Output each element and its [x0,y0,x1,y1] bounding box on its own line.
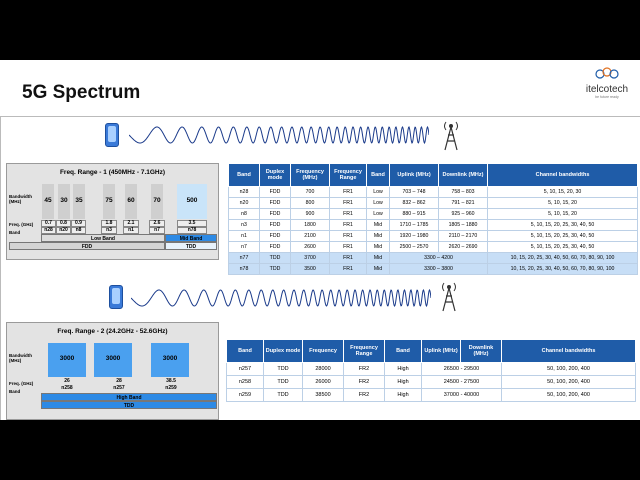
column-header: Frequency (MHz) [291,164,330,187]
table-cell: 28000 [303,363,344,376]
fr1-bw: 35 [75,197,83,204]
table-row [229,220,638,231]
logo-tagline: be future ready [595,95,619,99]
table-cell: n259 [227,389,264,402]
table-cell: FR1 [330,264,367,275]
table-cell: 2600 [291,242,330,253]
column-header: Duplex mode [260,164,291,187]
table-cell: FDD [260,220,291,231]
mid-band-strip: Mid Band [165,234,217,242]
phone-icon [109,285,123,309]
fdd-strip: FDD [9,242,165,250]
logo-icon [592,66,622,80]
table-header-row [229,164,638,187]
fr1-box [6,163,219,260]
column-header: Duplex mode [264,340,303,363]
table-cell: FDD [260,242,291,253]
fr1-band: n28 [41,227,56,234]
table-row [229,209,638,220]
table-cell: 2620 – 2690 [439,242,488,253]
table-cell: 925 – 960 [439,209,488,220]
low-band-strip: Low Band [41,234,165,242]
logo-name: itelcotech [585,84,629,95]
table-cell: 3300 – 4200 [390,253,488,264]
fr2-table [226,339,636,402]
table-cell: FR1 [330,242,367,253]
fr2-freq-label: Freq. (GHz) [9,381,34,386]
fr1-freq: 3.5 [177,220,207,227]
table-cell: FR1 [330,187,367,198]
table-cell: 10, 15, 20, 25, 30, 40, 50, 60, 70, 80, 90, 100 [488,253,638,264]
table-row [227,376,636,389]
column-header: Frequency Range [344,340,385,363]
table-cell: n3 [229,220,260,231]
fr1-band: n7 [149,227,165,234]
table-cell: FR1 [330,231,367,242]
fr1-bw-label: Bandwidth (MHz) [9,194,32,204]
column-header: Downlink (MHz) [439,164,488,187]
fr1-freq: 0.9 [71,220,86,227]
column-header: Frequency [303,340,344,363]
table-cell: 700 [291,187,330,198]
fr2-freq: 28 [116,378,122,384]
fr1-bw: 45 [44,197,52,204]
wave-icon [131,288,431,308]
table-cell: n1 [229,231,260,242]
table-row [227,363,636,376]
fr2-bw: 3000 [105,355,121,362]
tdd-strip: TDD [165,242,217,250]
slide [0,60,640,420]
table-cell: 5, 10, 15, 20, 25, 30, 40, 50 [488,242,638,253]
table-cell: Mid [367,253,390,264]
table-cell: TDD [260,264,291,275]
table-cell: n77 [229,253,260,264]
table-header-row [227,340,636,363]
table-cell: n20 [229,198,260,209]
table-row [227,389,636,402]
table-cell: TDD [264,376,303,389]
table-cell: n28 [229,187,260,198]
table-cell: 24500 - 27500 [422,376,502,389]
table-cell: Mid [367,242,390,253]
table-cell: Mid [367,220,390,231]
tower-icon [441,119,461,151]
table-cell: 1805 – 1880 [439,220,488,231]
table-cell: 1710 – 1785 [390,220,439,231]
table-cell: 880 – 915 [390,209,439,220]
fr1-freq: 0.8 [56,220,71,227]
table-cell: Low [367,209,390,220]
table-row [229,242,638,253]
table-cell: FR2 [344,376,385,389]
table-cell: High [385,376,422,389]
table-cell: FDD [260,231,291,242]
table-cell: TDD [264,363,303,376]
table-cell: 2110 – 2170 [439,231,488,242]
table-cell: 832 – 862 [390,198,439,209]
table-cell: High [385,389,422,402]
table-cell: 3700 [291,253,330,264]
column-header: Downlink (MHz) [461,340,502,363]
table-cell: n257 [227,363,264,376]
fr2-band: n258 [61,385,73,391]
content-panel [0,116,640,420]
fr2-freq: 38.5 [166,378,176,384]
table-cell: FR1 [330,253,367,264]
column-header: Uplink (MHz) [422,340,461,363]
fr1-freq: 2.1 [123,220,139,227]
column-header: Frequency Range [330,164,367,187]
fr2-band: n257 [113,385,125,391]
table-cell: 50, 100, 200, 400 [502,363,636,376]
table-cell: FR1 [330,198,367,209]
fr1-band: n20 [56,227,71,234]
table-cell: FR1 [330,209,367,220]
table-cell: TDD [260,253,291,264]
table-cell: 26500 - 29500 [422,363,502,376]
logo [578,66,636,104]
table-cell: FR1 [330,220,367,231]
table-cell: Mid [367,264,390,275]
fr1-freq: 0.7 [41,220,56,227]
fr1-bw: 75 [105,197,113,204]
fr1-title: Freq. Range - 1 (450MHz - 7.1GHz) [59,169,166,176]
column-header: Band [385,340,422,363]
fr1-band: n3 [101,227,117,234]
fr2-bw: 3000 [59,355,75,362]
table-cell: 1920 – 1980 [390,231,439,242]
table-cell: 2500 – 2570 [390,242,439,253]
table-cell: 703 – 748 [390,187,439,198]
table-row [229,187,638,198]
column-header: Channel bandwidths [502,340,636,363]
table-cell: FDD [260,198,291,209]
fr2-freq: 26 [64,378,70,384]
table-row [229,198,638,209]
column-header: Band [229,164,260,187]
slide-title: 5G Spectrum [22,82,141,103]
table-cell: FR2 [344,363,385,376]
fr1-band: n8 [71,227,86,234]
table-cell: Low [367,198,390,209]
table-cell: 3300 – 3800 [390,264,488,275]
table-cell: TDD [264,389,303,402]
table-cell: 5, 10, 15, 20 [488,209,638,220]
table-cell: 37000 - 40000 [422,389,502,402]
table-cell: n78 [229,264,260,275]
fr1-bw: 60 [127,197,135,204]
fr1-bw: 30 [60,197,68,204]
table-cell: 38500 [303,389,344,402]
phone-icon [105,123,119,147]
table-cell: 758 – 803 [439,187,488,198]
table-cell: Low [367,187,390,198]
fr2-band: n259 [165,385,177,391]
table-cell: 10, 15, 20, 25, 30, 40, 50, 60, 70, 80, 90, 100 [488,264,638,275]
tower-icon [439,280,459,312]
table-cell: 1800 [291,220,330,231]
column-header: Uplink (MHz) [390,164,439,187]
fr1-band: n1 [123,227,139,234]
tdd-strip: TDD [41,401,217,409]
table-cell: n258 [227,376,264,389]
fr1-bw: 70 [153,197,161,204]
table-cell: n7 [229,242,260,253]
table-cell: FDD [260,187,291,198]
fr1-freq-label: Freq. (GHz) [9,222,34,227]
table-cell: 5, 10, 15, 20, 30 [488,187,638,198]
fr2-box [6,322,219,420]
fr1-bw: 500 [186,197,198,204]
fr2-title: Freq. Range - 2 (24.2GHz - 52.6GHz) [57,328,168,335]
fr1-freq: 1.8 [101,220,117,227]
fr2-bw-label: Bandwidth (MHz) [9,353,32,363]
table-cell: 800 [291,198,330,209]
table-cell: 2100 [291,231,330,242]
table-cell: 5, 10, 15, 20 [488,198,638,209]
column-header: Band [227,340,264,363]
table-cell: 50, 100, 200, 400 [502,389,636,402]
table-cell: FR2 [344,389,385,402]
table-cell: 3500 [291,264,330,275]
fr2-band-label: Band [9,389,21,394]
table-cell: 50, 100, 200, 400 [502,376,636,389]
column-header: Channel bandwidths [488,164,638,187]
table-cell: Mid [367,231,390,242]
table-cell: High [385,363,422,376]
table-cell: 791 – 821 [439,198,488,209]
column-header: Band [367,164,390,187]
fr1-table [228,163,638,275]
fr1-band-label: Band [9,230,21,235]
high-band-strip: High Band [41,393,217,401]
table-row [229,253,638,264]
table-cell: FDD [260,209,291,220]
fr1-freq: 2.6 [149,220,165,227]
fr2-bw: 3000 [162,355,178,362]
fr1-band: n78 [177,227,207,234]
table-cell: 5, 10, 15, 20, 25, 30, 40, 50 [488,220,638,231]
table-cell: 26000 [303,376,344,389]
table-cell: 5, 10, 15, 20, 25, 30, 40, 50 [488,231,638,242]
table-cell: n8 [229,209,260,220]
wave-icon [129,125,429,145]
table-row [229,231,638,242]
table-cell: 900 [291,209,330,220]
table-row [229,264,638,275]
